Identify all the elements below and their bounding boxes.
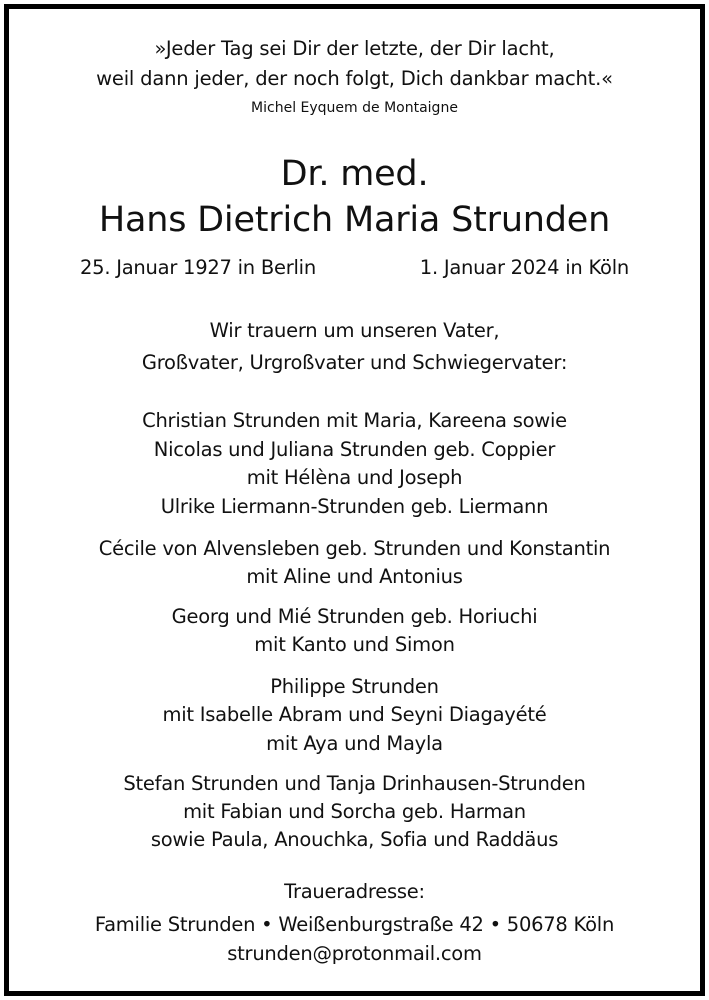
family-line: mit Hélèna und Joseph xyxy=(246,466,463,489)
mourning-line-2: Großvater, Urgroßvater und Schwiegervater: xyxy=(141,351,568,374)
family-line: mit Kanto und Simon xyxy=(254,633,455,656)
mourning-line-1: Wir trauern um unseren Vater, xyxy=(209,319,500,342)
family-line: Georg und Mié Strunden geb. Horiuchi xyxy=(171,605,538,628)
birth-date: 25. Januar 1927 in Berlin xyxy=(80,256,316,279)
quote-line-1: »Jeder Tag sei Dir der letzte, der Dir lacht, xyxy=(154,37,555,60)
address-line: Familie Strunden • Weißenburgstraße 42 • 50678 Köln xyxy=(94,913,615,936)
family-line: mit Fabian und Sorcha geb. Harman xyxy=(183,800,526,823)
family-line: Cécile von Alvensleben geb. Strunden und Konstantin xyxy=(98,537,611,560)
family-line: mit Aya und Mayla xyxy=(266,732,443,755)
family-line: Nicolas und Juliana Strunden geb. Coppier xyxy=(153,438,556,461)
family-line: mit Isabelle Abram und Seyni Diagayété xyxy=(162,703,547,726)
death-date: 1. Januar 2024 in Köln xyxy=(419,256,629,279)
family-line: sowie Paula, Anouchka, Sofia und Raddäus xyxy=(150,828,559,851)
quote-author: Michel Eyquem de Montaigne xyxy=(251,100,458,116)
family-line: Christian Strunden mit Maria, Kareena sowie xyxy=(142,409,567,432)
family-line: Stefan Strunden und Tanja Drinhausen-Strunden xyxy=(123,772,586,795)
deceased-title: Dr. med. xyxy=(280,154,429,194)
deceased-name: Hans Dietrich Maria Strunden xyxy=(98,200,611,240)
address-email[interactable]: strunden@protonmail.com xyxy=(227,942,482,965)
quote-line-2: weil dann jeder, der noch folgt, Dich dankbar macht.« xyxy=(96,67,613,90)
address-label: Traueradresse: xyxy=(284,880,425,903)
family-line: mit Aline und Antonius xyxy=(246,565,463,588)
family-line: Philippe Strunden xyxy=(270,675,439,698)
family-line: Ulrike Liermann-Strunden geb. Liermann xyxy=(160,495,549,518)
